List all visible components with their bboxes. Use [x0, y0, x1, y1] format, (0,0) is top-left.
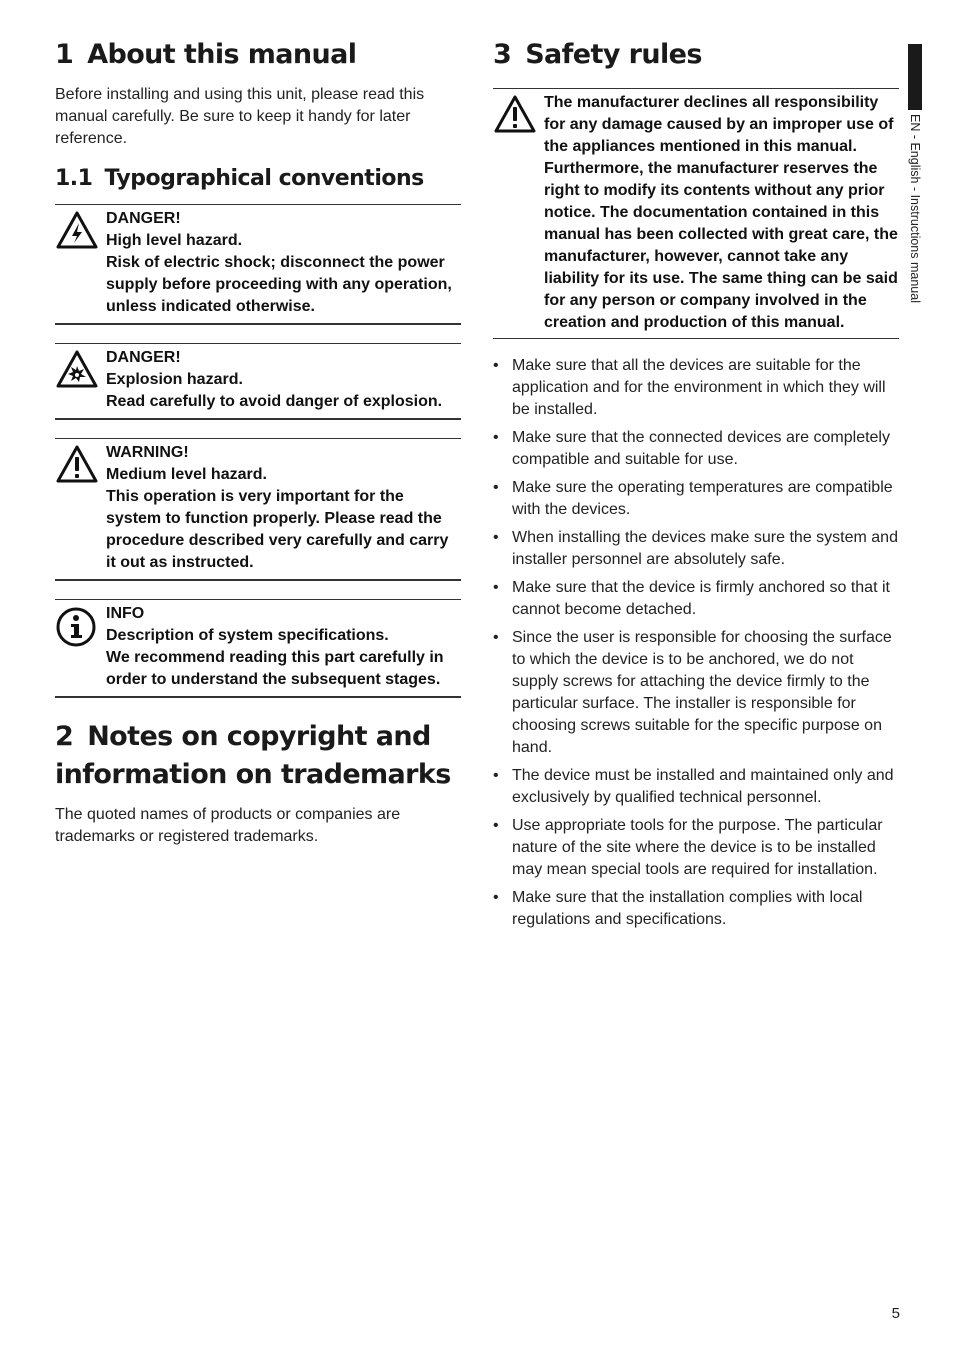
- danger-electric-note: [55, 204, 461, 325]
- safety-disclaimer-note: [493, 88, 899, 339]
- note-description: We recommend reading this part carefully in order to understand the subsequent stages.: [106, 649, 444, 688]
- list-item: • When installing the devices make sure the system and installer personnel are absolutely safe.: [493, 529, 898, 568]
- section-2-body: The quoted names of products or companies are trademarks or registered trademarks.: [55, 806, 401, 845]
- note-level: Explosion hazard.: [106, 371, 243, 388]
- list-item: • Make sure that the connected devices are completely compatible and suitable for use.: [493, 429, 890, 468]
- note-description: This operation is very important for the system to function properly. Please read the procedure described very carefully and carry it out as instructed.: [106, 488, 449, 571]
- section-1-1-heading: 1.1 Typographical conventions: [55, 166, 424, 191]
- note-description: Risk of electric shock; disconnect the power supply before proceeding with any operation, unless indicated otherwise.: [106, 254, 452, 315]
- list-item: • Make sure the operating temperatures are compatible with the devices.: [493, 479, 893, 518]
- note-title: DANGER!: [106, 210, 181, 227]
- safety-rules-list: [493, 355, 899, 931]
- section-3-heading: 3 Safety rules: [493, 39, 702, 70]
- note-title: DANGER!: [106, 349, 181, 366]
- warning-icon: [55, 442, 106, 574]
- warning-note: [55, 438, 461, 581]
- section-1-intro: Before installing and using this unit, please read this manual carefully. Be sure to keep it handy for later reference.: [55, 86, 425, 147]
- warning-icon: [493, 92, 544, 334]
- list-item: • Make sure that all the devices are suitable for the application and for the environment in which they will be installed.: [493, 357, 886, 418]
- danger-explosion-note: [55, 343, 461, 420]
- side-tab-marker: [908, 44, 922, 110]
- note-level: Description of system specifications.: [106, 627, 389, 644]
- note-description: Read carefully to avoid danger of explosion.: [106, 393, 443, 410]
- info-icon: [55, 603, 106, 691]
- side-language-label: EN - English - Instructions manual: [908, 114, 922, 303]
- safety-disclaimer-text: The manufacturer declines all responsibility for any damage caused by an improper use of the appliances mentioned in this manual. Furthermore, the manufacturer reserves the right to modify its contents without any prior notice. The documentation contained in this manual has been collected with great care, the manufacturer, however, cannot take any liability for its use. The same thing can be said for any person or company involved in the creation and production of this manual.: [544, 94, 898, 331]
- list-item: • Since the user is responsible for choosing the surface to which the device is to be anchored, we do not supply screws for attaching the device firmly to the particular surface. The installer is responsible for choosing screws suitable for the specific purpose on hand.: [493, 629, 892, 756]
- info-note: [55, 599, 461, 698]
- note-title: INFO: [106, 605, 145, 622]
- section-2-heading: 2 Notes on copyright and information on trademarks: [55, 721, 451, 790]
- explosion-hazard-icon: [55, 347, 106, 413]
- note-level: Medium level hazard.: [106, 466, 267, 483]
- page-number: 5: [891, 1305, 900, 1322]
- list-item: • The device must be installed and maintained only and exclusively by qualified technical personnel.: [493, 767, 894, 806]
- list-item: • Make sure that the device is firmly anchored so that it cannot become detached.: [493, 579, 890, 618]
- list-item: • Make sure that the installation complies with local regulations and specifications.: [493, 889, 863, 928]
- section-1-heading: 1 About this manual: [55, 39, 357, 70]
- electric-hazard-icon: [55, 208, 106, 318]
- list-item: • Use appropriate tools for the purpose. The particular nature of the site where the device is to be installed may mean special tools are required for installation.: [493, 817, 883, 878]
- note-level: High level hazard.: [106, 232, 243, 249]
- right-column: [493, 36, 899, 937]
- left-column: [55, 36, 461, 848]
- note-title: WARNING!: [106, 444, 189, 461]
